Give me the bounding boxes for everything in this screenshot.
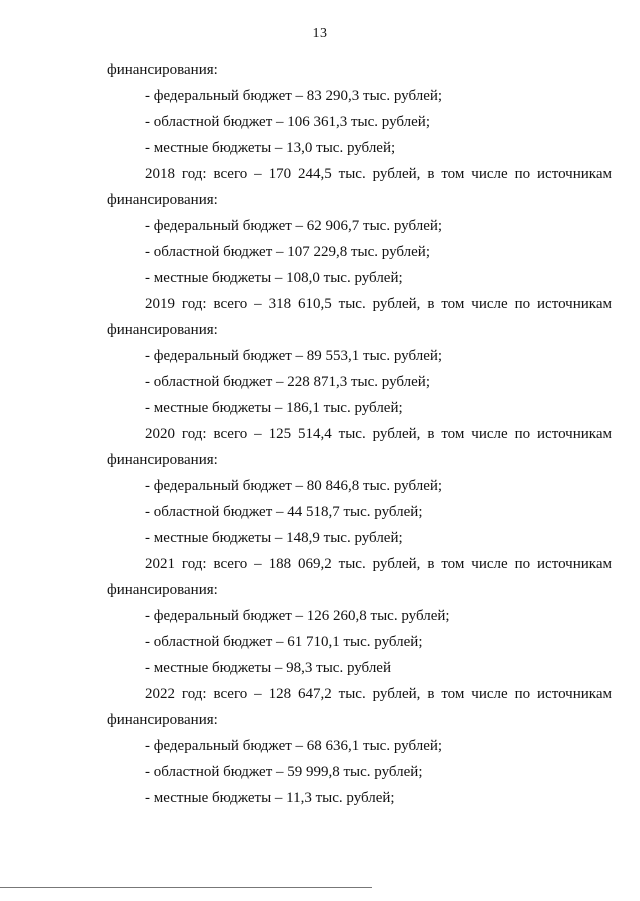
- budget-item-line: - федеральный бюджет – 62 906,7 тыс. рублей;: [145, 218, 443, 234]
- budget-item-line: - федеральный бюджет – 126 260,8 тыс. рублей;: [145, 608, 450, 624]
- budget-item-line: - областной бюджет – 106 361,3 тыс. рублей;: [145, 114, 430, 130]
- budget-item-line: - областной бюджет – 107 229,8 тыс. рублей;: [145, 244, 430, 260]
- budget-item-line: - областной бюджет – 61 710,1 тыс. рублей;: [145, 634, 423, 650]
- budget-item-line: - местные бюджеты – 13,0 тыс. рублей;: [145, 140, 396, 156]
- text-line: финансирования:: [107, 582, 218, 598]
- budget-item-line: - местные бюджеты – 98,3 тыс. рублей: [145, 660, 391, 676]
- budget-item-line: - федеральный бюджет – 83 290,3 тыс. рублей;: [145, 88, 443, 104]
- text-line: финансирования:: [107, 712, 218, 728]
- budget-item-line: - местные бюджеты – 11,3 тыс. рублей;: [145, 790, 395, 806]
- text-line: финансирования:: [107, 62, 218, 78]
- budget-item-line: - областной бюджет – 228 871,3 тыс. рублей;: [145, 374, 430, 390]
- budget-item-line: - областной бюджет – 44 518,7 тыс. рублей;: [145, 504, 423, 520]
- text-line: финансирования:: [107, 322, 218, 338]
- budget-item-line: - местные бюджеты – 108,0 тыс. рублей;: [145, 270, 403, 286]
- bottom-divider: [0, 887, 372, 888]
- year-total-line: 2019 год: всего – 318 610,5 тыс. рублей, в том числе по источникам: [145, 296, 612, 312]
- year-total-line: 2020 год: всего – 125 514,4 тыс. рублей, в том числе по источникам: [145, 426, 612, 442]
- text-line: финансирования:: [107, 192, 218, 208]
- year-total-line: 2018 год: всего – 170 244,5 тыс. рублей, в том числе по источникам: [145, 166, 612, 182]
- budget-item-line: - федеральный бюджет – 68 636,1 тыс. рублей;: [145, 738, 443, 754]
- budget-item-line: - федеральный бюджет – 80 846,8 тыс. рублей;: [145, 478, 443, 494]
- text-line: финансирования:: [107, 452, 218, 468]
- year-total-line: 2021 год: всего – 188 069,2 тыс. рублей, в том числе по источникам: [145, 556, 612, 572]
- document-body: [107, 57, 612, 811]
- budget-item-line: - местные бюджеты – 186,1 тыс. рублей;: [145, 400, 403, 416]
- budget-item-line: - местные бюджеты – 148,9 тыс. рублей;: [145, 530, 403, 546]
- year-total-line: 2022 год: всего – 128 647,2 тыс. рублей, в том числе по источникам: [145, 686, 612, 702]
- budget-item-line: - областной бюджет – 59 999,8 тыс. рублей;: [145, 764, 423, 780]
- budget-item-line: - федеральный бюджет – 89 553,1 тыс. рублей;: [145, 348, 443, 364]
- page-number: 13: [312, 26, 328, 41]
